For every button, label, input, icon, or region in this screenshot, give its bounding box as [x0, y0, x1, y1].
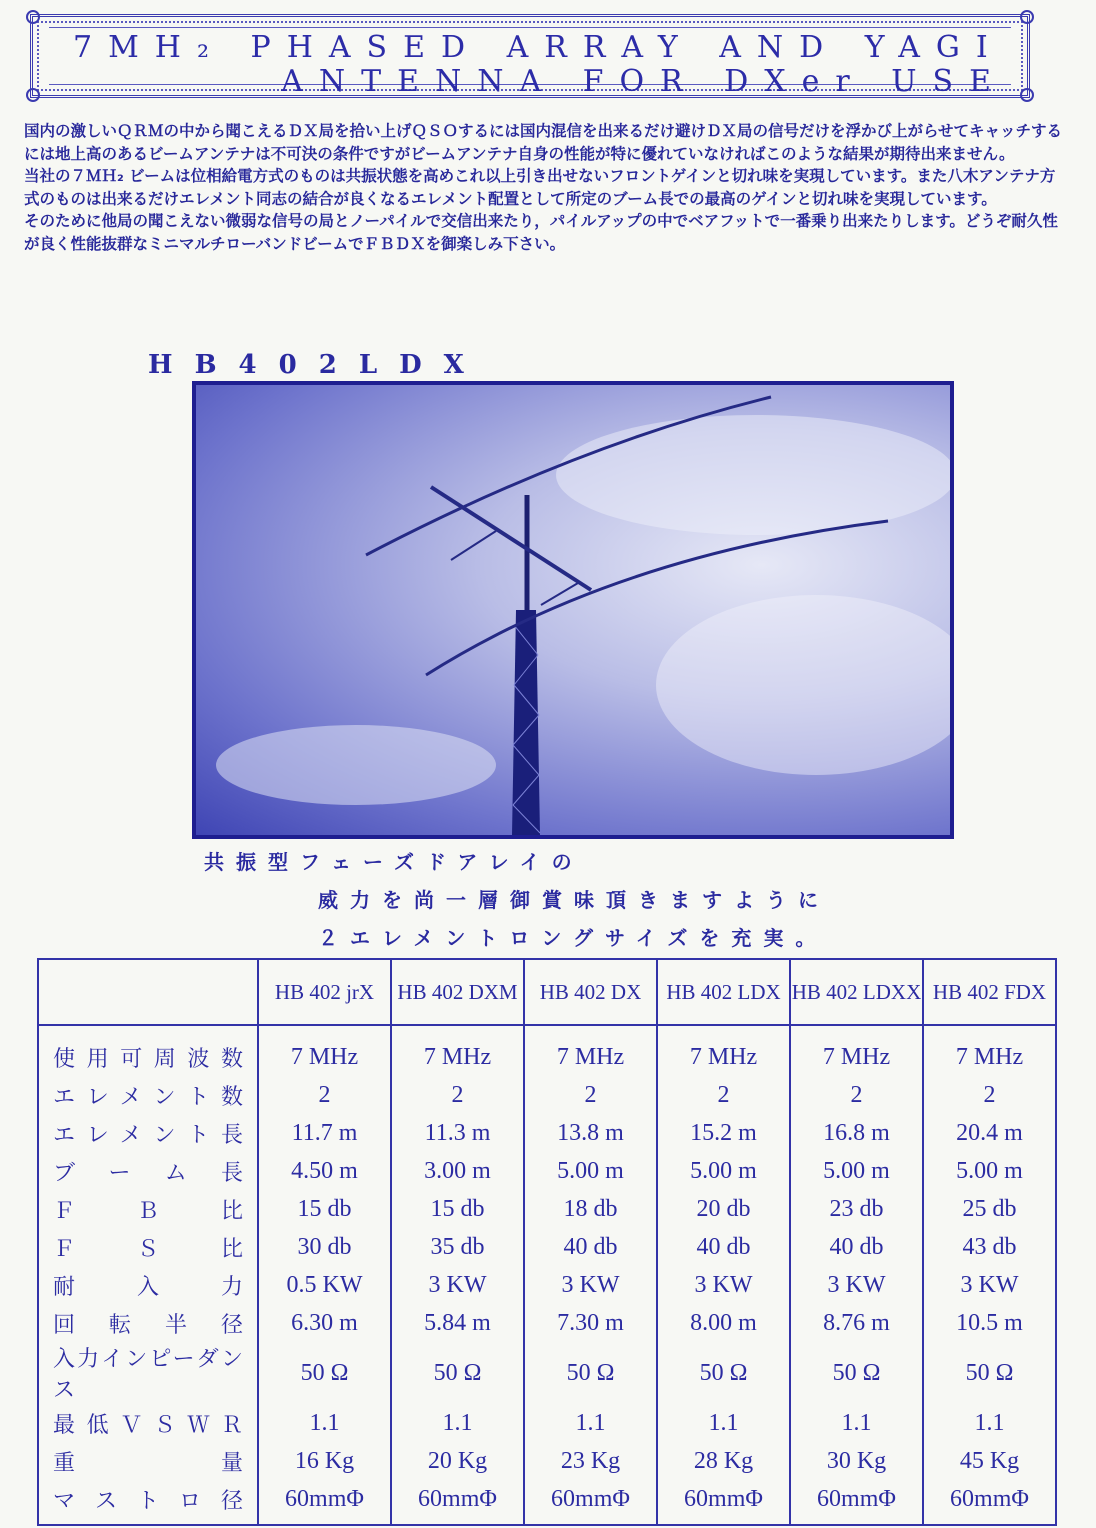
title-frame	[49, 27, 1011, 99]
table-header-row	[38, 959, 1056, 1025]
table-cell: 1.1	[524, 1404, 657, 1442]
table-cell: 15.2 m	[657, 1114, 790, 1152]
table-row	[38, 1480, 1056, 1525]
intro-paragraph: そのために他局の聞こえない微弱な信号の局とノーパイルで交信出来たり，パイルアップの中でベアフットで一番乗り出来たりします。どうぞ耐久性が良く性能抜群なミニマルチローバンドビームでＦＢＤＸを御楽しみ下さい。	[24, 212, 1058, 253]
table-cell: 7 MHz	[524, 1025, 657, 1076]
table-row	[38, 1025, 1056, 1076]
element-support	[451, 531, 496, 560]
table-cell: 16 Kg	[258, 1442, 391, 1480]
table-row	[38, 1266, 1056, 1304]
model-heading: HB402LDX	[148, 350, 486, 380]
table-row	[38, 1114, 1056, 1152]
table-cell: 1.1	[657, 1404, 790, 1442]
table-cell: 20.4 m	[923, 1114, 1056, 1152]
table-cell: 50 Ω	[790, 1342, 923, 1404]
table-cell: 25 db	[923, 1190, 1056, 1228]
row-label: 回転半径	[38, 1304, 258, 1342]
table-row	[38, 1442, 1056, 1480]
table-cell: 8.76 m	[790, 1304, 923, 1342]
row-label: マストロ径	[38, 1480, 258, 1525]
row-label: 使用可周波数	[38, 1025, 258, 1076]
table-cell: 60mmΦ	[258, 1480, 391, 1525]
table-cell: 35 db	[391, 1228, 524, 1266]
table-cell: 7 MHz	[790, 1025, 923, 1076]
table-cell: 60mmΦ	[391, 1480, 524, 1525]
column-header: HB 402 jrX	[258, 959, 391, 1025]
table-cell: 3 KW	[391, 1266, 524, 1304]
table-cell: 2	[391, 1076, 524, 1114]
title-line-2: ANTENNA FOR DXer USE	[281, 64, 1007, 99]
table-cell: 11.3 m	[391, 1114, 524, 1152]
photo-caption: 共振型フェーズドアレイの	[204, 850, 584, 874]
table-cell: 50 Ω	[524, 1342, 657, 1404]
table-cell: 40 db	[657, 1228, 790, 1266]
table-cell: 23 db	[790, 1190, 923, 1228]
table-cell: 5.00 m	[657, 1152, 790, 1190]
table-cell: 45 Kg	[923, 1442, 1056, 1480]
table-cell: 2	[524, 1076, 657, 1114]
table-cell: 3 KW	[657, 1266, 790, 1304]
table-cell: 20 db	[657, 1190, 790, 1228]
table-cell: 40 db	[524, 1228, 657, 1266]
column-header: HB 402 LDX	[657, 959, 790, 1025]
table-cell: 15 db	[391, 1190, 524, 1228]
table-cell: 6.30 m	[258, 1304, 391, 1342]
table-cell: 40 db	[790, 1228, 923, 1266]
row-label: ＦＢ比	[38, 1190, 258, 1228]
photo-caption: ２エレメントロングサイズを充実。	[318, 926, 828, 950]
row-label: エレメント数	[38, 1076, 258, 1114]
table-cell: 60mmΦ	[923, 1480, 1056, 1525]
ornament-icon	[1020, 10, 1034, 24]
intro-paragraph: 国内の激しいＱＲＭの中から聞こえるＤＸ局を拾い上げＱＳＯするには国内混信を出来るだけ避けＤＸ局の信号だけを浮かび上がらせてキャッチするには地上高のあるビームアンテナは不可決の条件ですがビームアンテナ自身の性能が特に優れていなければこのような結果が期待出来ません。	[24, 122, 1063, 163]
table-cell: 43 db	[923, 1228, 1056, 1266]
table-row	[38, 1304, 1056, 1342]
row-label: 重量	[38, 1442, 258, 1480]
table-cell: 8.00 m	[657, 1304, 790, 1342]
table-cell: 5.00 m	[524, 1152, 657, 1190]
antenna-illustration	[196, 385, 950, 835]
table-row	[38, 1228, 1056, 1266]
table-cell: 15 db	[258, 1190, 391, 1228]
row-label: 耐入力	[38, 1266, 258, 1304]
row-label: ブーム長	[38, 1152, 258, 1190]
table-cell: 7 MHz	[657, 1025, 790, 1076]
table-row	[38, 1076, 1056, 1114]
table-cell: 13.8 m	[524, 1114, 657, 1152]
table-cell: 7 MHz	[391, 1025, 524, 1076]
table-cell: 5.84 m	[391, 1304, 524, 1342]
table-row	[38, 1190, 1056, 1228]
table-cell: 3.00 m	[391, 1152, 524, 1190]
table-cell: 18 db	[524, 1190, 657, 1228]
row-label: ＦＳ比	[38, 1228, 258, 1266]
column-header: HB 402 FDX	[923, 959, 1056, 1025]
table-cell: 30 Kg	[790, 1442, 923, 1480]
antenna-photo	[192, 381, 954, 839]
table-cell: 28 Kg	[657, 1442, 790, 1480]
table-cell: 5.00 m	[923, 1152, 1056, 1190]
table-cell: 10.5 m	[923, 1304, 1056, 1342]
boom-shape	[431, 487, 591, 590]
table-cell: 50 Ω	[258, 1342, 391, 1404]
table-cell: 50 Ω	[391, 1342, 524, 1404]
table-cell: 7 MHz	[258, 1025, 391, 1076]
column-header: HB 402 DX	[524, 959, 657, 1025]
table-cell: 50 Ω	[657, 1342, 790, 1404]
table-corner-cell	[38, 959, 258, 1025]
table-cell: 3 KW	[923, 1266, 1056, 1304]
table-cell: 20 Kg	[391, 1442, 524, 1480]
row-label: 入力インピーダンス	[38, 1342, 258, 1404]
photo-caption: 威力を尚一層御賞味頂きますように	[318, 888, 830, 912]
intro-paragraph: 当社の７ＭＨ₂ ビームは位相給電方式のものは共振状態を高めこれ以上引き出せないフロントゲインと切れ味を実現しています。また八木アンテナ方式のものは出来るだけエレメント同志の結合が良くなるエレメント配置として所定のブーム長での最高のゲインと切れ味を実現しています。	[24, 167, 1056, 208]
table-cell: 7 MHz	[923, 1025, 1056, 1076]
table-cell: 0.5 KW	[258, 1266, 391, 1304]
intro-text	[24, 120, 1064, 255]
cloud-shape	[216, 725, 496, 805]
table-cell: 1.1	[391, 1404, 524, 1442]
table-cell: 1.1	[790, 1404, 923, 1442]
table-cell: 1.1	[258, 1404, 391, 1442]
table-cell: 11.7 m	[258, 1114, 391, 1152]
column-header: HB 402 LDXX	[790, 959, 923, 1025]
table-cell: 60mmΦ	[657, 1480, 790, 1525]
table-cell: 1.1	[923, 1404, 1056, 1442]
table-cell: 2	[258, 1076, 391, 1114]
table-cell: 7.30 m	[524, 1304, 657, 1342]
row-label: エレメント長	[38, 1114, 258, 1152]
ornament-icon	[26, 10, 40, 24]
table-cell: 30 db	[258, 1228, 391, 1266]
table-cell: 2	[923, 1076, 1056, 1114]
ornament-icon	[26, 88, 40, 102]
title-line-1: 7MH₂ PHASED ARRAY AND YAGI	[73, 30, 1004, 65]
table-row	[38, 1152, 1056, 1190]
table-cell: 5.00 m	[790, 1152, 923, 1190]
table-cell: 3 KW	[790, 1266, 923, 1304]
title-banner	[30, 14, 1030, 98]
table-cell: 2	[790, 1076, 923, 1114]
table-cell: 3 KW	[524, 1266, 657, 1304]
table-cell: 50 Ω	[923, 1342, 1056, 1404]
column-header: HB 402 DXM	[391, 959, 524, 1025]
table-cell: 2	[657, 1076, 790, 1114]
table-cell: 60mmΦ	[790, 1480, 923, 1525]
ornament-icon	[1020, 88, 1034, 102]
table-row	[38, 1342, 1056, 1404]
table-cell: 60mmΦ	[524, 1480, 657, 1525]
table-cell: 23 Kg	[524, 1442, 657, 1480]
cloud-shape	[656, 595, 950, 775]
table-cell: 16.8 m	[790, 1114, 923, 1152]
cloud-shape	[556, 415, 950, 535]
row-label: 最低ＶＳＷＲ	[38, 1404, 258, 1442]
table-row	[38, 1404, 1056, 1442]
spec-table	[37, 958, 1057, 1526]
table-cell: 4.50 m	[258, 1152, 391, 1190]
